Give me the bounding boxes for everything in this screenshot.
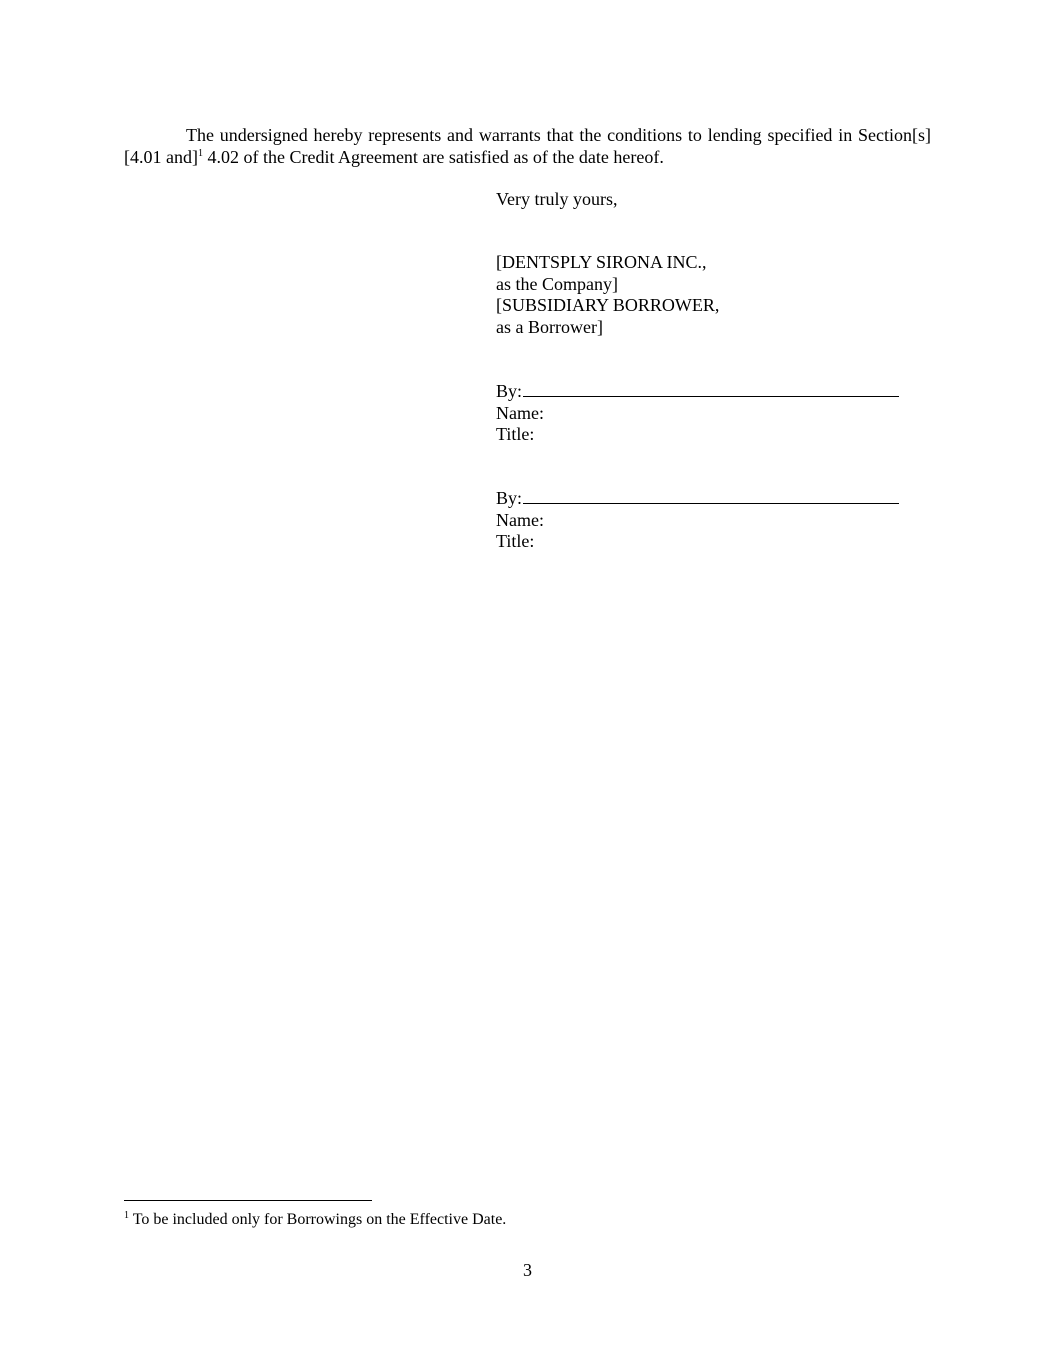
page-number: 3 bbox=[523, 1260, 532, 1280]
footnote-separator bbox=[124, 1200, 372, 1201]
signature-by-row bbox=[496, 380, 916, 403]
signature-block-1 bbox=[496, 380, 916, 446]
footnote-reference: 1 bbox=[197, 148, 203, 159]
body-paragraph bbox=[124, 124, 931, 168]
footnote-text: To be included only for Borrowings on the Effective Date. bbox=[129, 1211, 507, 1228]
borrower-line-subsidiary: [SUBSIDIARY BORROWER, bbox=[496, 295, 720, 316]
paragraph-text-part-2: 4.02 of the Credit Agreement are satisfied as of the date hereof. bbox=[202, 147, 664, 167]
borrower-line-company-role: as the Company] bbox=[496, 273, 618, 294]
name-label: Name: bbox=[496, 509, 544, 530]
title-label: Title: bbox=[496, 424, 535, 445]
footnote bbox=[124, 1210, 506, 1230]
signature-by-row bbox=[496, 487, 916, 510]
signature-line[interactable] bbox=[523, 487, 899, 504]
borrower-line-company: [DENTSPLY SIRONA INC., bbox=[496, 252, 707, 272]
by-label: By: bbox=[496, 488, 523, 508]
by-label: By: bbox=[496, 381, 523, 401]
borrower-line-subsidiary-role: as a Borrower] bbox=[496, 317, 603, 338]
title-label: Title: bbox=[496, 531, 535, 552]
paragraph-text-part-1: The undersigned hereby represents and warrants that the conditions to lending specified in Section[s] [4.01 and] bbox=[124, 125, 931, 167]
name-label: Name: bbox=[496, 402, 544, 423]
signature-line[interactable] bbox=[523, 380, 899, 397]
closing-block bbox=[496, 189, 916, 211]
borrower-block bbox=[496, 252, 916, 339]
footnote-marker: 1 bbox=[124, 1210, 129, 1221]
closing-salutation: Very truly yours, bbox=[496, 189, 618, 209]
signature-block-2 bbox=[496, 487, 916, 553]
